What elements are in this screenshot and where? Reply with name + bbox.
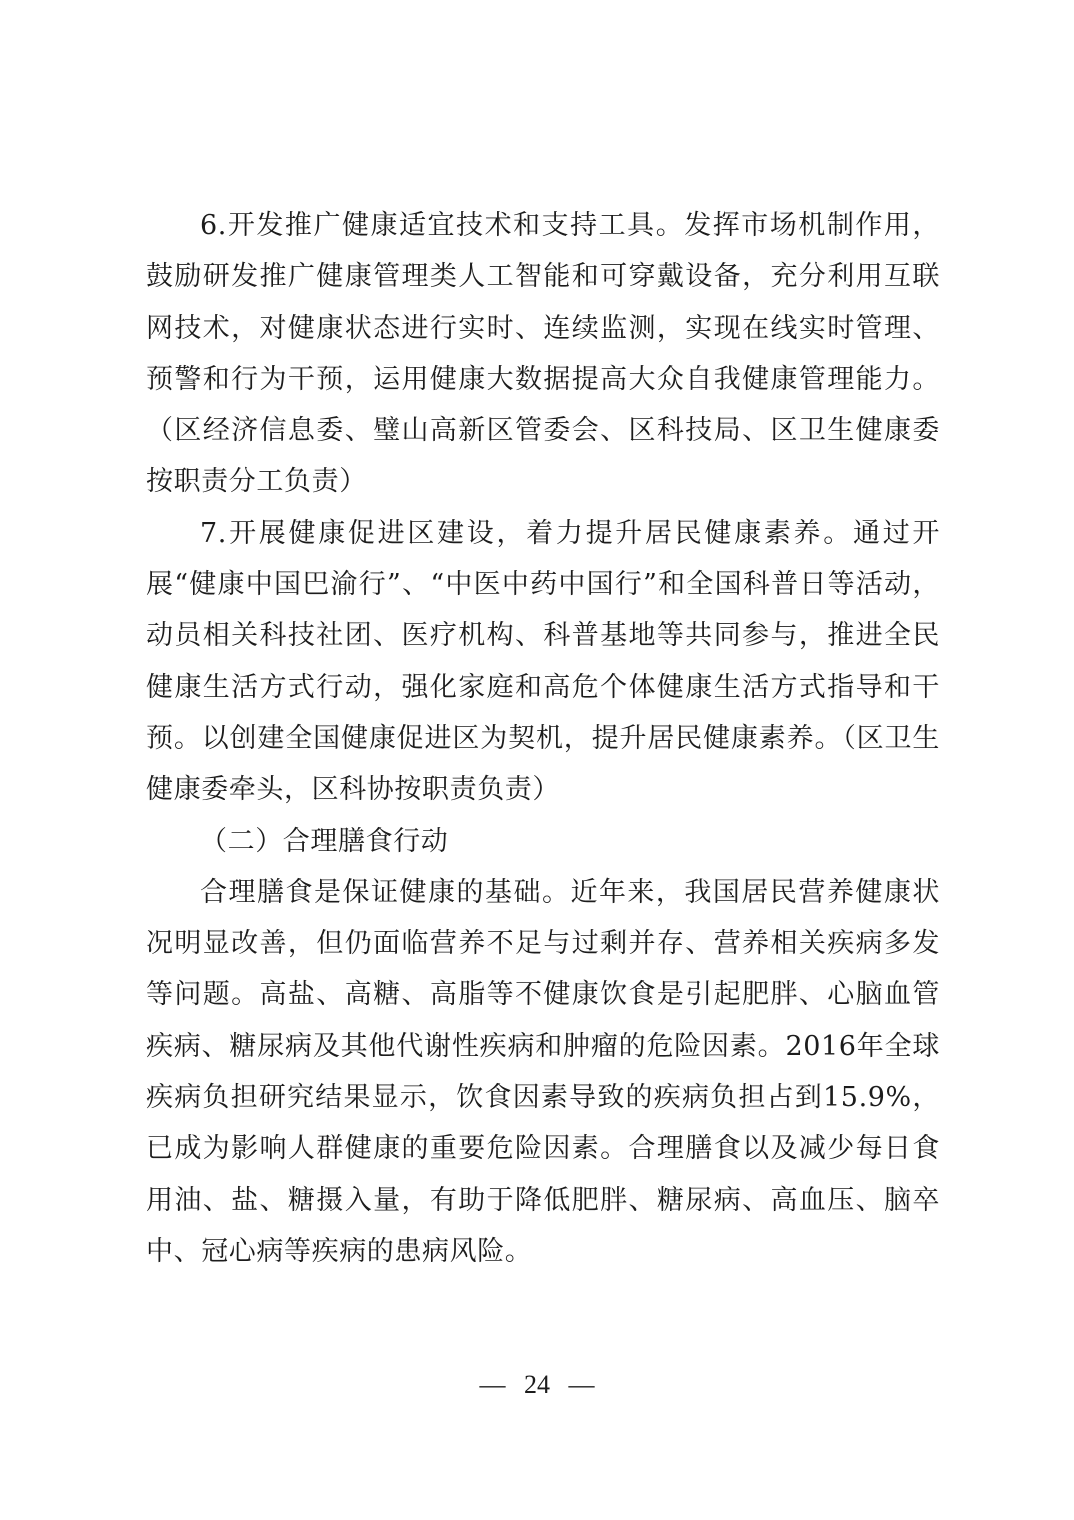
footer-dash-left: — <box>479 1370 506 1399</box>
page-footer <box>0 1370 1074 1400</box>
section-heading: （二）合理膳食行动 <box>200 825 449 857</box>
paragraph-item-6: 6.开发推广健康适宜技术和支持工具。发挥市场机制作用，鼓励研发推广健康管理类人工智能和可穿戴设备，充分利用互联网技术，对健康状态进行实时、连续监测，实现在线实时管理、预警和行为干预，运用健康大数据提高大众自我健康管理能力。（区经济信息委、璧山高新区管委会、区科技局、区卫生健康委按职责分工负责） <box>146 210 940 498</box>
section-paragraph: 合理膳食是保证健康的基础。近年来，我国居民营养健康状况明显改善，但仍面临营养不足与过剩并存、营养相关疾病多发等问题。高盐、高糖、高脂等不健康饮食是引起肥胖、心脑血管疾病、糖尿病及其他代谢性疾病和肿瘤的危险因素。2016年全球疾病负担研究结果显示，饮食因素导致的疾病负担占到15.9%，已成为影响人群健康的重要危险因素。合理膳食以及减少每日食用油、盐、糖摄入量，有助于降低肥胖、糖尿病、高血压、脑卒中、冠心病等疾病的患病风险。 <box>146 876 940 1267</box>
paragraph-item-7: 7.开展健康促进区建设，着力提升居民健康素养。通过开展“健康中国巴渝行”、“中医中药中国行”和全国科普日等活动，动员相关科技社团、医疗机构、科普基地等共同参与，推进全民健康生活方式行动，强化家庭和高危个体健康生活方式指导和干预。以创建全国健康促进区为契机，提升居民健康素养。（区卫生健康委牵头，区科协按职责负责） <box>146 517 940 806</box>
document-body <box>146 200 940 1277</box>
footer-dash-right: — <box>568 1370 595 1399</box>
page-number: 24 <box>524 1370 550 1399</box>
